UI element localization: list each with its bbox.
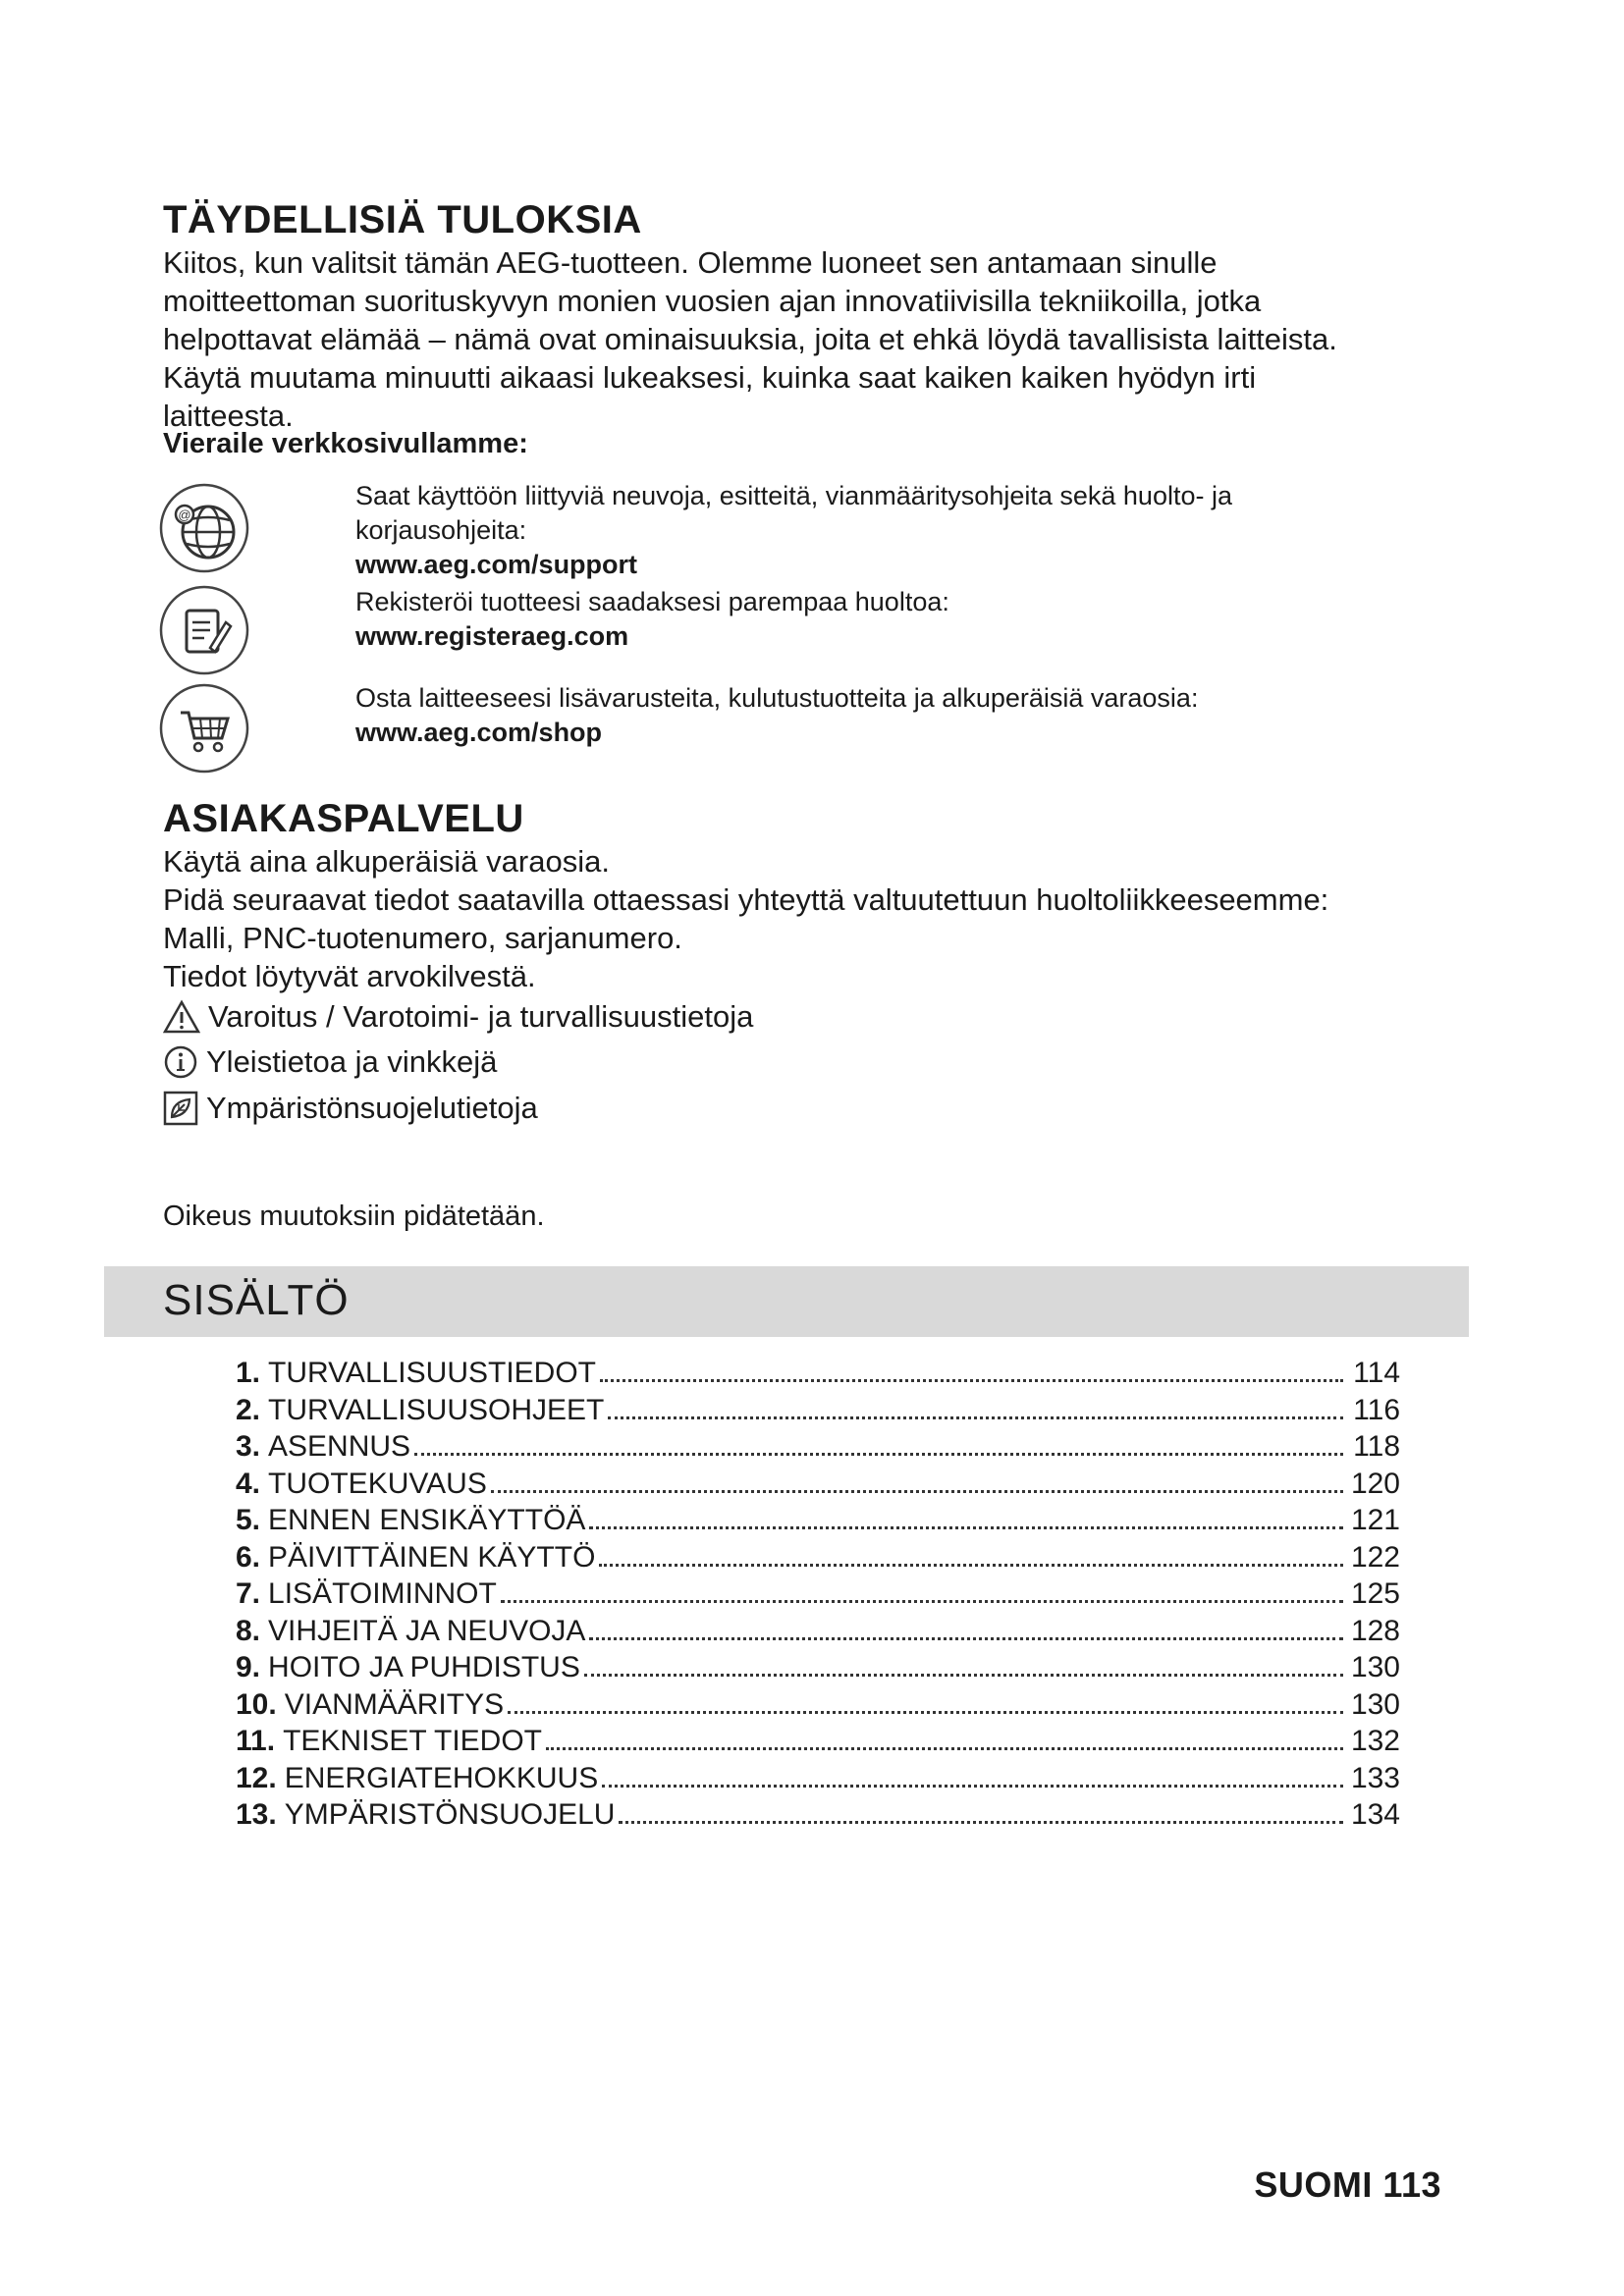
toc-item-number: 3.	[236, 1430, 261, 1463]
toc-item-label: ASENNUS	[268, 1430, 411, 1463]
service-line: Tiedot löytyvät arvokilvestä.	[163, 959, 536, 993]
toc-item[interactable]	[236, 1760, 1400, 1797]
toc-item-label: VIANMÄÄRITYS	[284, 1687, 505, 1721]
toc-item-page: 128	[1350, 1614, 1400, 1647]
toc-item-label: TEKNISET TIEDOT	[283, 1725, 542, 1757]
globe-icon	[157, 481, 251, 575]
toc-item[interactable]	[236, 1355, 1400, 1392]
toc-leader-dots	[414, 1453, 1343, 1456]
toc-item-number: 5.	[236, 1504, 261, 1536]
legend-label: Ympäristönsuojelutietoja	[206, 1091, 538, 1125]
toc-item-page: 132	[1350, 1725, 1400, 1757]
toc-item-label: PÄIVITTÄINEN KÄYTTÖ	[268, 1540, 596, 1574]
info-icon	[163, 1044, 198, 1080]
toc-item-page: 133	[1350, 1761, 1400, 1794]
toc-item-page: 122	[1350, 1540, 1400, 1574]
legend-warning	[163, 999, 753, 1035]
toc-title: SISÄLTÖ	[163, 1276, 350, 1324]
intro-line: moitteettoman suorituskyvyn monien vuosien ajan innovatiivisilla tekniikoilla, jotka	[163, 284, 1262, 318]
toc-item[interactable]	[236, 1392, 1400, 1429]
toc-item-label: YMPÄRISTÖNSUOJELU	[284, 1798, 616, 1831]
support-url-link[interactable]: www.aeg.com/support	[355, 550, 638, 579]
toc-item-page: 121	[1350, 1504, 1400, 1536]
leaf-icon	[163, 1091, 198, 1126]
service-line: Pidä seuraavat tiedot saatavilla ottaessasi yhteyttä valtuutettuun huoltoliikkeeseemme:	[163, 882, 1329, 917]
service-title: ASIAKASPALVELU	[163, 797, 524, 840]
intro-line: Käytä muutama minuutti aikaasi lukeaksesi, kuinka saat kaiken kaiken hyödyn irti	[163, 360, 1257, 395]
toc-leader-dots	[589, 1637, 1343, 1640]
toc-item-label: TURVALLISUUSOHJEET	[268, 1393, 605, 1426]
intro-paragraph	[163, 243, 1459, 435]
table-of-contents	[236, 1355, 1400, 1834]
toc-leader-dots	[491, 1490, 1343, 1493]
toc-item-number: 9.	[236, 1651, 261, 1683]
shop-text: Osta laitteeseesi lisävarusteita, kulutustuotteita ja alkuperäisiä varaosia:	[355, 683, 1199, 713]
toc-item[interactable]	[236, 1539, 1400, 1576]
legend-info	[163, 1044, 497, 1080]
toc-item[interactable]	[236, 1502, 1400, 1539]
page-footer: SUOMI 113	[1254, 2164, 1441, 2205]
toc-item[interactable]	[236, 1575, 1400, 1613]
register-url-link[interactable]: www.registeraeg.com	[355, 621, 629, 651]
legend-label: Varoitus / Varotoimi- ja turvallisuustietoja	[208, 999, 754, 1034]
toc-item[interactable]	[236, 1723, 1400, 1760]
toc-item-page: 125	[1350, 1577, 1400, 1610]
toc-item-label: HOITO JA PUHDISTUS	[268, 1651, 580, 1683]
visit-label: Vieraile verkkosivullamme:	[163, 428, 528, 459]
service-line: Käytä aina alkuperäisiä varaosia.	[163, 844, 610, 879]
svg-text:@: @	[178, 507, 191, 522]
shop-link-block	[355, 681, 1357, 750]
toc-leader-dots	[602, 1785, 1343, 1788]
toc-item-label: TUOTEKUVAUS	[268, 1467, 487, 1500]
toc-item-label: ENERGIATEHOKKUUS	[284, 1761, 599, 1794]
toc-item-number: 2.	[236, 1393, 261, 1426]
toc-item-number: 4.	[236, 1467, 261, 1500]
legend-label: Yleistietoa ja vinkkejä	[206, 1044, 498, 1079]
toc-item-number: 8.	[236, 1614, 261, 1647]
intro-title: TÄYDELLISIÄ TULOKSIA	[163, 198, 642, 241]
toc-leader-dots	[608, 1416, 1343, 1419]
toc-leader-dots	[599, 1564, 1343, 1567]
change-notice: Oikeus muutoksiin pidätetään.	[163, 1201, 545, 1232]
toc-item[interactable]	[236, 1428, 1400, 1466]
toc-item-number: 12.	[236, 1761, 277, 1794]
toc-item-label: LISÄTOIMINNOT	[268, 1577, 497, 1610]
register-text: Rekisteröi tuotteesi saadaksesi parempaa huoltoa:	[355, 587, 949, 616]
intro-line: helpottavat elämää – nämä ovat ominaisuuksia, joita et ehkä löydä tavallisista laitteista.	[163, 322, 1337, 356]
toc-leader-dots	[584, 1674, 1343, 1677]
toc-item-label: TURVALLISUUSTIEDOT	[268, 1357, 596, 1389]
toc-item[interactable]	[236, 1613, 1400, 1650]
toc-item-page: 134	[1350, 1798, 1400, 1831]
toc-item-number: 7.	[236, 1577, 261, 1610]
support-text: korjausohjeita:	[355, 515, 527, 545]
toc-item-number: 11.	[236, 1725, 276, 1757]
toc-item-page: 114	[1353, 1357, 1400, 1389]
toc-item[interactable]	[236, 1649, 1400, 1686]
toc-item-label: VIHJEITÄ JA NEUVOJA	[268, 1614, 586, 1647]
toc-item-number: 6.	[236, 1540, 261, 1574]
toc-leader-dots	[501, 1600, 1343, 1603]
toc-item[interactable]	[236, 1686, 1400, 1724]
toc-leader-dots	[546, 1747, 1343, 1750]
shopping-cart-icon	[157, 681, 251, 775]
toc-leader-dots	[600, 1379, 1343, 1382]
toc-item-page: 130	[1350, 1687, 1400, 1721]
support-text: Saat käyttöön liittyviä neuvoja, esitteitä, vianmääritysohjeita sekä huolto- ja	[355, 481, 1232, 510]
shop-url-link[interactable]: www.aeg.com/shop	[355, 718, 603, 747]
toc-item-number: 1.	[236, 1357, 261, 1389]
toc-item[interactable]	[236, 1466, 1400, 1503]
toc-item-page: 118	[1353, 1430, 1400, 1463]
support-link-block	[355, 479, 1357, 582]
toc-item[interactable]	[236, 1796, 1400, 1834]
register-icon	[157, 583, 251, 677]
toc-leader-dots	[508, 1711, 1343, 1714]
toc-item-number: 10.	[236, 1687, 277, 1721]
service-line: Malli, PNC-tuotenumero, sarjanumero.	[163, 921, 682, 955]
register-link-block	[355, 585, 1357, 654]
legend-environment	[163, 1091, 538, 1126]
intro-line: laitteesta.	[163, 399, 294, 433]
warning-icon	[163, 999, 200, 1035]
toc-item-number: 13.	[236, 1798, 277, 1831]
intro-line: Kiitos, kun valitsit tämän AEG-tuotteen. Olemme luoneet sen antamaan sinulle	[163, 245, 1218, 280]
toc-leader-dots	[589, 1526, 1343, 1529]
toc-item-page: 116	[1353, 1393, 1400, 1426]
toc-item-page: 120	[1350, 1467, 1400, 1500]
toc-leader-dots	[619, 1821, 1343, 1824]
toc-item-label: ENNEN ENSIKÄYTTÖÄ	[268, 1504, 586, 1536]
toc-item-page: 130	[1350, 1651, 1400, 1683]
